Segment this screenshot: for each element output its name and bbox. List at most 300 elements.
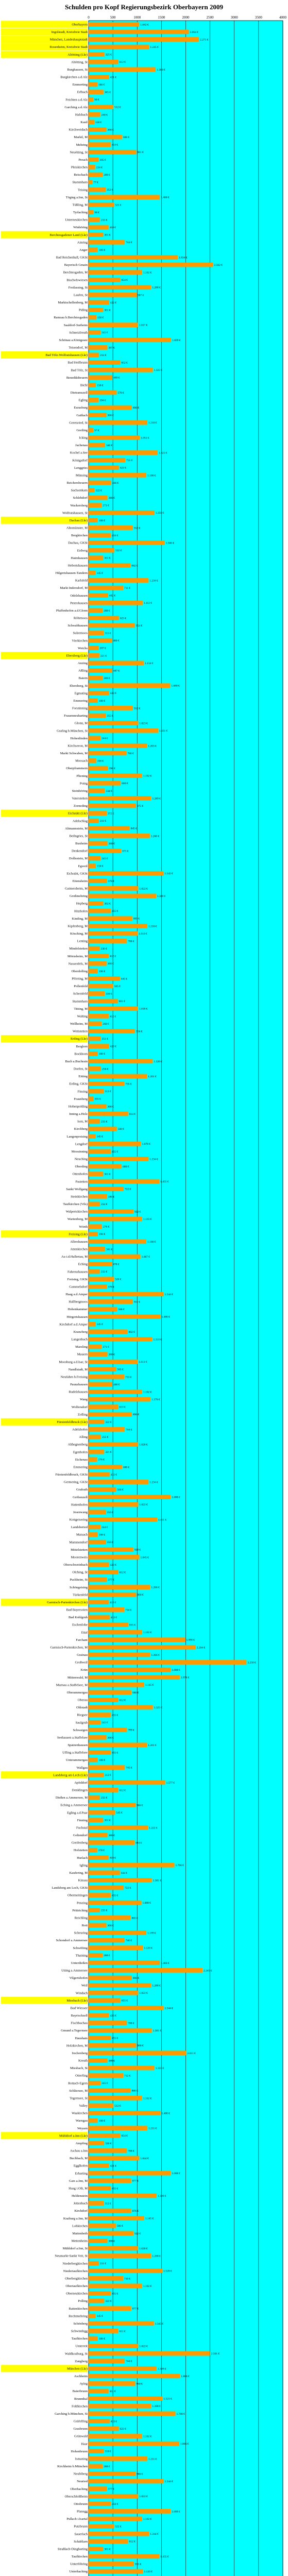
category-label: Egweil [78, 864, 88, 868]
bar [89, 2366, 157, 2371]
category-label: Odelzhausen [70, 594, 88, 598]
bar [89, 22, 139, 27]
value-label: 1.680 € [171, 684, 180, 688]
value-label: 1.322 € [154, 369, 163, 372]
category-label: Landsberied [71, 1526, 88, 1530]
value-label: 1.088 € [142, 1902, 151, 1905]
category-label: Waakirchen [72, 2111, 88, 2115]
category-label: Gaißach [76, 413, 88, 417]
bar [89, 2209, 131, 2213]
bar [89, 2464, 103, 2469]
category-label: Vierkirchen [72, 639, 88, 643]
value-label: 922 € [134, 1210, 141, 1214]
category-label: Valley [79, 2104, 88, 2108]
category-label: Emmerting [72, 83, 88, 87]
category-label: Teisendorf, M [69, 346, 88, 350]
bar [89, 1337, 152, 1342]
value-label: 322 € [105, 1420, 112, 1424]
bar [89, 2141, 104, 2145]
value-label: 2.204 € [196, 1646, 206, 1650]
bar [89, 2554, 159, 2559]
category-label: Wettstetten [72, 1029, 88, 1033]
bar [89, 548, 114, 553]
category-label: Schlehdorf [73, 496, 88, 500]
bar [89, 1848, 97, 1853]
value-label: 1.022 € [139, 1503, 148, 1507]
value-label: 378 € [108, 879, 115, 883]
value-label: 180 € [98, 83, 105, 87]
value-label: 1.011 € [139, 1361, 147, 1364]
value-label: 1.120 € [144, 1946, 153, 1950]
bar [89, 638, 112, 643]
value-label: 455 € [111, 2037, 118, 2040]
value-label: 1.134 € [144, 662, 154, 665]
bar [89, 2389, 109, 2394]
x-tick-label: 500 [110, 15, 116, 20]
bar [89, 1698, 118, 1702]
bar [89, 2201, 104, 2206]
bar [89, 1540, 106, 1545]
category-label: Burgkirchen a.d.Alz [60, 75, 88, 79]
bar [89, 465, 119, 470]
bar [89, 2246, 138, 2251]
bar [89, 2396, 162, 2401]
bar [89, 458, 125, 463]
value-label: 489 € [113, 376, 120, 380]
bar [89, 1886, 124, 1890]
bar [89, 420, 147, 425]
x-tick-label: 2000 [182, 15, 190, 20]
bar [89, 1052, 98, 1056]
bar [89, 1510, 106, 1514]
category-label: Paunzhausen [70, 1383, 88, 1387]
category-label: Rudelzhausen [69, 1390, 88, 1394]
category-label: Schliersee, M [69, 2089, 88, 2093]
category-label: Buchbach, M [69, 2157, 88, 2161]
category-label: Frauenneuharting [64, 714, 88, 718]
category-label: Allershausen [70, 1240, 88, 1244]
bar [89, 1818, 103, 1822]
value-label: 877 € [132, 2179, 139, 2183]
bar [89, 571, 96, 575]
category-label: Puchheim, St [70, 1578, 88, 1582]
value-label: 1.276 € [151, 1398, 160, 1402]
value-label: 1.688 € [172, 1669, 180, 1672]
value-label: 654 € [121, 2134, 128, 2138]
bar [89, 811, 107, 816]
bar [89, 2239, 108, 2243]
category-label: Geltendorf [73, 1834, 88, 1838]
category-label: Eching [78, 1262, 88, 1266]
category-label: Baiern [78, 676, 88, 681]
value-label: 623 € [120, 466, 127, 470]
category-label: Emmering [73, 699, 88, 703]
bar [89, 165, 95, 170]
bar [89, 112, 100, 117]
bar [89, 1037, 101, 1041]
category-label: Pastetten [75, 1180, 88, 1184]
category-label: Egmating [74, 691, 88, 696]
bar [89, 781, 121, 786]
bar [89, 586, 123, 590]
bar [89, 608, 103, 613]
bar [89, 1269, 100, 1274]
category-label: Kastl [80, 121, 88, 125]
bar [89, 1022, 101, 1026]
bar [89, 1066, 101, 1071]
value-label: 566 € [117, 1488, 124, 1492]
value-label: 1.431 € [159, 730, 168, 733]
bar [89, 728, 158, 733]
category-label: Denkendorf [71, 849, 88, 853]
bar [89, 1930, 146, 1935]
category-label: Heldenstein [71, 2194, 88, 2198]
category-label: Germering, GKSt [63, 1480, 88, 1484]
category-label: Erharting [75, 2172, 88, 2176]
category-label: Schwaigen [73, 1728, 88, 1732]
bar [89, 1292, 164, 1297]
value-label: 398 € [109, 767, 115, 771]
bar [89, 2261, 99, 2266]
category-label: Buch a.Buchrain [65, 1059, 88, 1063]
category-label: Mehring [76, 143, 88, 147]
category-label: Stammham [72, 999, 88, 1004]
category-label: Pleiskirchen [71, 165, 88, 170]
bar [89, 1367, 116, 1371]
category-label: Oberneukirchen [66, 2292, 88, 2296]
value-label: 488 € [113, 1383, 120, 1386]
category-label: Alling [79, 1435, 88, 1439]
category-label: Ainring [77, 241, 88, 245]
category-label: Saulgrub [75, 1721, 88, 1725]
category-label: Bad Kohlgrub [68, 1616, 88, 1620]
bar [89, 796, 151, 801]
category-label: Kirchseeon, M [67, 744, 88, 748]
category-label: Kraiburg a.Inn, M [63, 2216, 88, 2221]
category-label: Miesbach (Lkr) [66, 1998, 88, 2003]
bar [89, 894, 156, 899]
value-label: 1.222 € [149, 1826, 158, 1830]
value-label: 234 € [101, 1202, 108, 1206]
value-label: 368 € [107, 962, 114, 966]
value-label: 1.201 € [148, 1743, 157, 1747]
category-label: Saaldorf-Surheim [63, 323, 88, 327]
value-label: 1.211 € [148, 2127, 157, 2130]
category-label: Pullach i.Isartal [66, 2517, 88, 2521]
value-label: 1.521 € [163, 2397, 172, 2401]
value-label: 644 € [121, 1871, 128, 1875]
category-label: Schäftlarn [74, 2539, 88, 2544]
category-label: Mindelstetten [69, 947, 88, 951]
value-label: 305 € [104, 91, 111, 94]
bar [89, 1450, 104, 1454]
category-label: Miesbach, St [70, 2066, 88, 2071]
category-label: Steinhöring [72, 789, 88, 793]
category-label: Anger [79, 248, 88, 252]
bar [89, 330, 100, 335]
bar [89, 2442, 179, 2446]
value-label: 480 € [113, 639, 120, 643]
bar [89, 871, 163, 876]
value-label: 233 € [100, 218, 108, 222]
category-label: Otterfing [75, 2074, 88, 2078]
bar [89, 849, 121, 853]
value-label: 580 € [117, 1128, 125, 1131]
category-label: Kinsau [78, 1878, 88, 1883]
value-label: 1.990 € [186, 1638, 195, 1642]
value-label: 845 € [130, 827, 138, 831]
value-label: 188 € [98, 2120, 106, 2123]
value-label: 455 € [111, 1894, 118, 1897]
value-label: 1.766 € [175, 1864, 184, 1868]
bar [89, 2501, 111, 2506]
category-label: Mittenwald, M [67, 1675, 88, 1680]
category-label: Freising, GKSt [67, 1277, 88, 1281]
bar [89, 2449, 104, 2453]
value-label: 920 € [134, 1548, 141, 1552]
bar [89, 714, 106, 718]
value-label: 98 € [94, 211, 99, 214]
value-label: 1.103 € [143, 1218, 152, 1222]
category-label: Ismaning [75, 2457, 88, 2461]
category-label: Rosenheim, Kreisfreie Stadt [49, 45, 88, 49]
value-label: 1.310 € [153, 1338, 162, 1342]
value-label: 711 € [124, 587, 131, 590]
category-label: Karlsfeld [75, 579, 88, 583]
value-label: 288 € [104, 1954, 110, 1958]
bar [89, 1352, 108, 1357]
bar [89, 773, 142, 778]
value-label: 744 € [126, 1428, 132, 1432]
value-label: 671 € [122, 850, 129, 853]
value-label: 3.250 € [247, 1661, 256, 1665]
bar [89, 788, 105, 793]
bar [89, 2171, 171, 2176]
value-label: 97 € [94, 429, 99, 432]
bar [89, 2126, 147, 2130]
value-label: 233 € [100, 1909, 108, 1912]
bar [89, 2073, 123, 2078]
category-label: Kirchdorf a.d.Amper [59, 1323, 88, 1327]
value-label: 912 € [133, 527, 141, 530]
value-label: 1.480 € [161, 1315, 170, 1319]
category-label: Neumarkt-Sankt Veit, St [55, 2254, 88, 2258]
value-label: 456 € [111, 2502, 118, 2506]
category-label: Eching a.Ammersee [60, 1803, 88, 1807]
category-label: Schöngeising [69, 1585, 88, 1589]
value-label: 512 € [114, 106, 121, 109]
category-label: Egglkofen [73, 2164, 88, 2168]
category-label: Langenbach [71, 1337, 88, 1342]
category-label: Oberding [75, 1165, 88, 1169]
bar [89, 1217, 142, 1222]
value-label: 1.399 € [157, 2194, 166, 2198]
category-label: Anzing [77, 662, 88, 666]
bar [89, 2329, 118, 2333]
category-label: Fischbachau [71, 2021, 88, 2025]
value-label: 420 € [110, 1045, 116, 1048]
value-label: 866 € [131, 2089, 138, 2093]
bar [89, 916, 132, 921]
value-label: 1.421 € [158, 451, 167, 455]
bar [89, 683, 170, 688]
bar [89, 2216, 144, 2221]
bar [89, 1615, 110, 1620]
value-label: 233 € [100, 1796, 108, 1800]
bar [89, 52, 105, 57]
bar [89, 375, 112, 380]
value-label: 890 € [132, 1413, 140, 1417]
category-label: Grünwald [74, 2434, 88, 2438]
value-label: 478 € [113, 1263, 120, 1266]
value-label: 2.345 € [204, 1969, 212, 1973]
category-label: Dorfen, St [73, 1067, 88, 1071]
category-label: Denklingen [72, 1788, 88, 1792]
bar [89, 67, 156, 72]
value-label: 1.411 € [158, 1518, 167, 1522]
bar [89, 45, 149, 49]
category-label: Petershausen [70, 601, 88, 605]
category-label: Kirchberg [74, 1127, 88, 1131]
category-label: Markt Indersdorf, M [60, 586, 88, 590]
bar [89, 270, 142, 275]
bar [89, 721, 138, 725]
value-label: 623 € [120, 617, 127, 620]
category-label: Freilassing, St [68, 285, 88, 290]
category-label: Aschau a.Inn [70, 2149, 88, 2153]
category-label: Schondorf a.Ammersee [56, 1939, 88, 1943]
category-label: Steinkirchen [71, 1195, 88, 1199]
value-label: 944 € [135, 1841, 142, 1845]
bar [89, 1630, 142, 1635]
category-label: Kranzberg [73, 1330, 88, 1334]
bar [89, 1968, 202, 1973]
category-label: Oberau [77, 1698, 88, 1702]
category-label: Unterdießen [71, 1961, 88, 1965]
bar [89, 2253, 151, 2258]
bar [89, 2088, 131, 2093]
category-label: Erding, GKSt [69, 1082, 88, 1086]
value-label: 122 € [95, 489, 102, 493]
value-label: 1.102 € [143, 2284, 152, 2288]
category-label: Niedertaufkirchen [63, 2269, 88, 2273]
bar [89, 503, 102, 507]
bar [89, 1502, 138, 1507]
category-label: Unterreit [75, 2344, 88, 2348]
x-tick-label: 1000 [133, 15, 141, 20]
value-label: 352 € [107, 189, 113, 192]
category-label: Mauern [77, 1352, 88, 1357]
bar [89, 173, 103, 177]
value-label: 301 € [104, 1173, 111, 1176]
bar [89, 526, 133, 530]
category-label: Altötting (Lkr) [67, 53, 88, 57]
bar [89, 195, 160, 199]
value-label: 1.866 € [180, 2443, 189, 2446]
category-label: Reichling [74, 1916, 88, 1920]
category-label: Eitting [78, 1075, 88, 1079]
category-label: Ottobrunn [74, 2502, 88, 2506]
category-label: Zorneding [73, 804, 88, 808]
value-label: 289 € [104, 677, 110, 681]
value-label: 877 € [132, 2307, 139, 2311]
value-label: 301 € [104, 1819, 111, 1822]
bar [89, 247, 98, 252]
bar [89, 353, 99, 358]
bar [89, 1780, 165, 1785]
bar [89, 841, 108, 846]
category-label: Langenpreising [66, 1134, 88, 1139]
category-label: Fraunberg [74, 1097, 88, 1101]
category-label: Pförring, M [72, 977, 88, 981]
category-label: Murnau a.Staffelsee, M [56, 1683, 88, 1687]
value-label: 722 € [125, 1886, 131, 1890]
value-label: 240 € [101, 113, 108, 117]
category-label: Gröbenzell [73, 1495, 88, 1499]
value-label: 388 € [108, 1353, 115, 1357]
category-label: Warngau [75, 2119, 88, 2123]
bar [89, 1585, 150, 1589]
bar [89, 1998, 121, 2003]
category-label: Kaufering, M [69, 1871, 88, 1875]
category-label: Hilgertshausen-Tandern [55, 571, 88, 575]
category-label: Töging a.Inn, St [65, 195, 88, 199]
bar [89, 706, 133, 710]
bar [89, 1435, 101, 1439]
category-label: Finsing [77, 1090, 88, 1094]
category-label: Dietramszell [70, 391, 88, 395]
bar [89, 1044, 109, 1048]
value-label: 271 € [103, 1345, 109, 1349]
category-label: Ebersberg (Lkr) [66, 654, 88, 658]
category-label: Unterammergau [65, 1758, 88, 1762]
bar [89, 488, 94, 493]
category-label: Neuried [77, 2480, 88, 2484]
value-label: 1.102 € [143, 2435, 152, 2438]
bar [89, 2344, 138, 2348]
value-label: 735 € [125, 1082, 132, 1086]
value-label: 190 € [98, 1233, 106, 1236]
bar [89, 1863, 174, 1868]
bar [89, 676, 103, 681]
category-label: Moosburg a.d.Isar, St [59, 1360, 88, 1364]
bar [89, 105, 113, 109]
bar [89, 202, 114, 207]
value-label: 744 € [126, 241, 132, 245]
bar [89, 616, 119, 620]
category-label: Sankt Wolfgang [66, 1187, 88, 1191]
category-label: Landsberg am Lech, GKSt [52, 1886, 88, 1890]
value-label: 288 € [104, 2465, 110, 2468]
value-label: 356 € [107, 1541, 113, 1545]
value-label: 312 € [105, 2202, 111, 2206]
value-label: 176 € [98, 1458, 105, 1462]
bar [89, 2314, 96, 2318]
category-label: Laufen, St [73, 293, 88, 297]
bar [89, 1622, 128, 1627]
value-label: 612 € [119, 1699, 126, 1702]
value-label: 388 € [108, 842, 115, 845]
value-label: 145 € [96, 571, 104, 575]
category-label: Wackersberg [70, 503, 88, 507]
bar [89, 232, 103, 237]
value-label: 980 € [137, 1594, 144, 1597]
bar [89, 60, 118, 64]
bar [89, 1299, 133, 1304]
category-label: Dachau (Lkr) [69, 518, 88, 522]
bar [89, 1563, 109, 1567]
value-label: 2.011 € [187, 2052, 196, 2055]
